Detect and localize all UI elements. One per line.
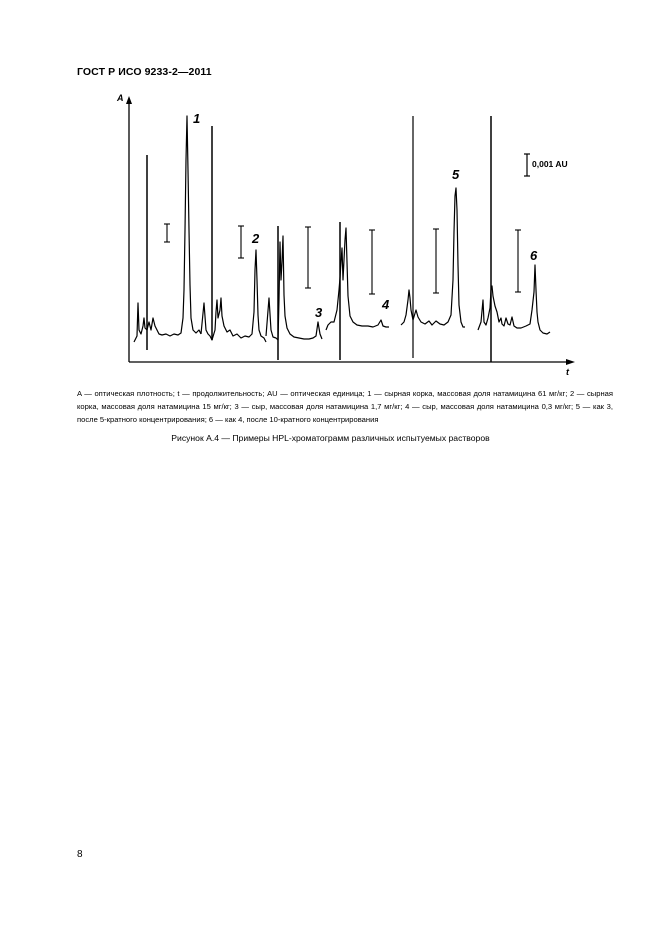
scale-bar [305,227,311,288]
scale-bar [369,230,375,294]
scale-bar [515,230,521,292]
x-axis-label: t [566,367,569,377]
chromatogram-plot [0,0,661,400]
chromatogram-trace-2 [201,250,266,342]
document-header: ГОСТ Р ИСО 9233-2—2011 [77,66,212,78]
scale-bar [238,226,244,258]
page-number: 8 [77,849,83,860]
scale-bar [164,224,170,242]
peak-label-3: 3 [315,305,323,320]
chromatogram-trace-3 [266,236,322,340]
scale-bar [433,229,439,293]
chromatogram-trace-6 [478,265,550,334]
peak-label-2: 2 [252,231,260,246]
x-axis-arrow [566,359,575,365]
peak-label-4: 4 [382,297,390,312]
peak-label-5: 5 [452,167,460,182]
chromatogram-trace-5 [401,188,465,327]
figure-legend [77,387,613,426]
peak-label-6: 6 [530,248,538,263]
y-axis-label: A [117,93,124,103]
y-axis-arrow [126,96,132,104]
reference-scale-bar [524,154,530,176]
peak-label-1: 1 [193,111,201,126]
legend-text: A — оптическая плотность; t — продолжительность; AU — оптическая единица; 1 — сырная корка, массовая доля натамицина 61 мг/кг; 2 — сырная корка, массовая доля натамицина 15 мг/кг; 3 — сыр, массовая доля натамицина 1,7 мг/кг; 4 — сыр, массовая доля натамицина 0,3 мг/кг; 5 — как 3, после 5-кратного концентрирования; 6 — как 4, после 10-кратного концентрирования [77,389,613,424]
figure-caption: Рисунок А.4 — Примеры HPL-хроматограмм различных испытуемых растворов [171,433,490,443]
chromatogram-trace-4 [326,228,389,330]
chromatogram-figure [0,0,661,400]
scale-bar-label: 0,001 AU [532,159,568,169]
